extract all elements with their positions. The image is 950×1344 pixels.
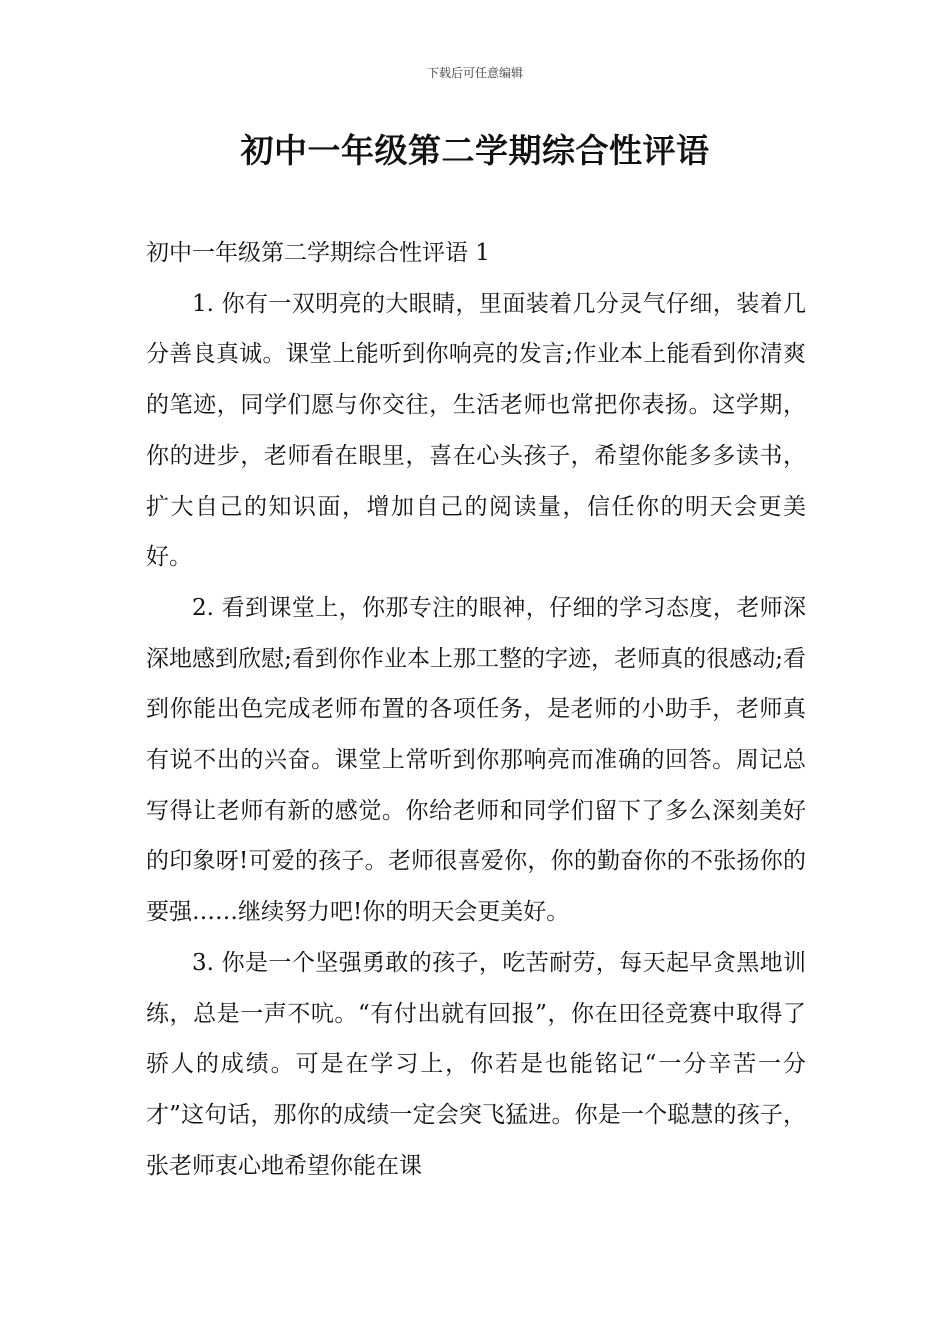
comment-paragraph-3: 3. 你是一个坚强勇敢的孩子，吃苦耐劳，每天起早贪黑地训练，总是一声不吭。“有付出就有回报”，你在田径竞赛中取得了骄人的成绩。可是在学习上，你若是也能铭记“一分辛苦一分才”这句话，那你的成绩一定会突飞猛进。你是一个聪慧的孩子，张老师衷心地希望你能在课 — [146, 949, 806, 1179]
comment-paragraph-1: 1. 你有一双明亮的大眼睛，里面装着几分灵气仔细，装着几分善良真诚。课堂上能听到你响亮的发言;作业本上能看到你清爽的笔迹，同学们愿与你交往，生活老师也常把你表扬。这学期，你的进步，老师看在眼里，喜在心头孩子，希望你能多多读书，扩大自己的知识面，增加自己的阅读量，信任你的明天会更美好。 — [146, 290, 806, 571]
comment-paragraph-2: 2. 看到课堂上，你那专注的眼神，仔细的学习态度，老师深深地感到欣慰;看到你作业本上那工整的字迹，老师真的很感动;看到你能出色完成老师布置的各项任务，是老师的小助手，老师真有说不出的兴奋。课堂上常听到你那响亮而准确的回答。周记总写得让老师有新的感觉。你给老师和同学们留下了多么深刻美好的印象呀!可爱的孩子。老师很喜爱你，你的勤奋你的不张扬你的要强……继续努力吧!你的明天会更美好。 — [146, 594, 806, 926]
section-heading: 初中一年级第二学期综合性评语 1 — [146, 240, 490, 266]
document-body — [146, 228, 806, 1191]
document-title: 初中一年级第二学期综合性评语 — [240, 131, 710, 170]
header-note: 下载后可任意编辑 — [426, 66, 523, 80]
